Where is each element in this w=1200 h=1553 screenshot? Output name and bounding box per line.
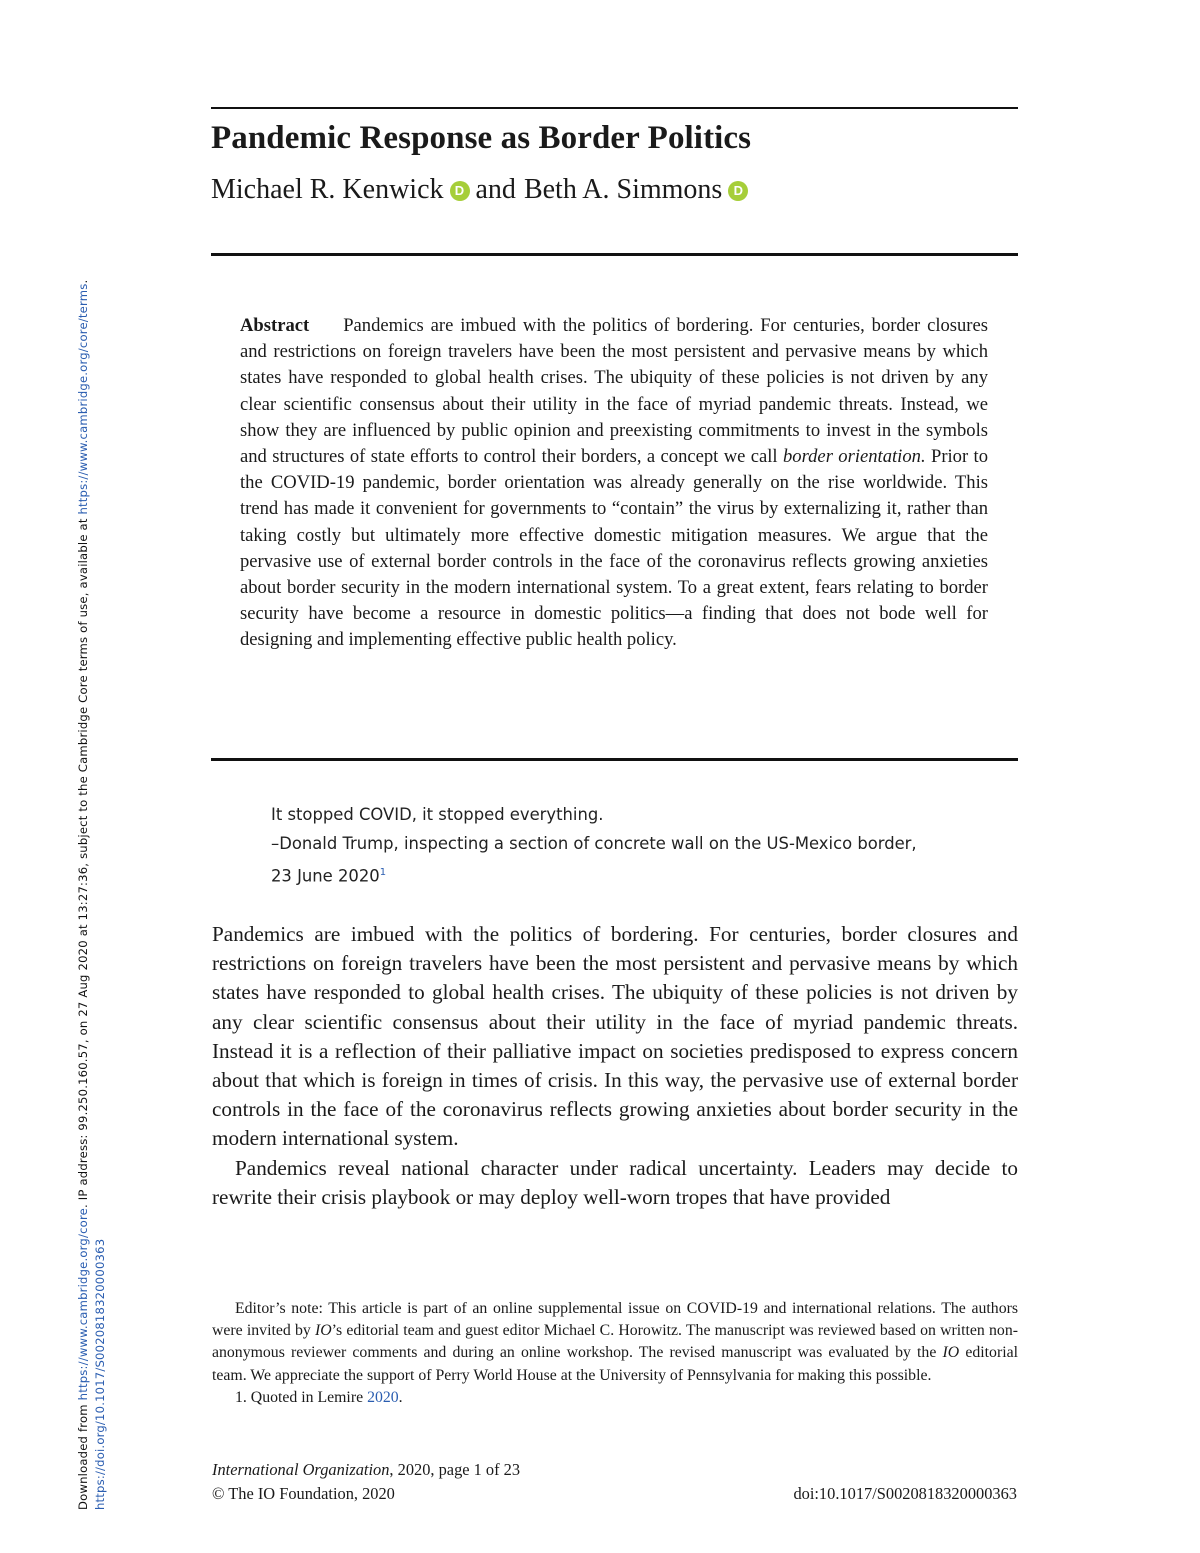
sidebar-line-2 xyxy=(92,110,109,1510)
epigraph-date: 23 June 2020 xyxy=(271,866,380,886)
body-paragraph: Pandemics are imbued with the politics of bordering. For centuries, border closures and restrictions on foreign travelers have been the most persistent and pervasive means by which states have responded to global health crises. The ubiquity of these policies is not driven by any clear scientific consensus about their utility in the face of myriad pandemic threats. Instead it is a reflection of their palliative impact on societies predisposed to express concern about that which is foreign in times of crisis. In this way, the pervasive use of external border controls in the face of the coronavirus reflects growing anxieties about border security in the modern international system. xyxy=(212,922,1018,1151)
citation-link[interactable]: 2020 xyxy=(367,1388,399,1406)
epigraph-attribution: –Donald Trump, inspecting a section of concrete wall on the US-Mexico border, xyxy=(271,834,917,853)
copyright: © The IO Foundation, 2020 xyxy=(212,1484,395,1503)
sidebar-line-1 xyxy=(75,110,92,1510)
journal-issue: , 2020, page 1 of 23 xyxy=(389,1460,521,1479)
orcid-icon[interactable]: D xyxy=(728,181,748,201)
footnote-1-end: . xyxy=(398,1388,403,1406)
doi-link[interactable]: https://doi.org/10.1017/S0020818320000363 xyxy=(93,1238,107,1510)
editor-note-io: IO xyxy=(942,1344,960,1362)
cambridge-core-link[interactable]: https://www.cambridge.org/core xyxy=(76,1207,90,1401)
epigraph-quote: It stopped COVID, it stopped everything. xyxy=(271,805,604,824)
abstract-emphasis: border orientation. xyxy=(783,446,926,468)
author-join: and xyxy=(475,174,516,205)
editor-note-text: editorial team. We appreciate the support of Perry World House at the University of Pennsylvania for making this possible. xyxy=(212,1344,1018,1384)
footnote-ref-link[interactable]: 1 xyxy=(379,867,387,878)
editor-note-text: ’s editorial team and guest editor Michael C. Horowitz. The manuscript was reviewed based on written non-anonymous reviewer comments and during an online workshop. The revised manuscript was evaluated by the xyxy=(212,1322,1018,1362)
abstract-text: Pandemics are imbued with the politics of bordering. For centuries, border closures and restrictions on foreign travelers have been the most persistent and pervasive means by which states have responded to global health crises. The ubiquity of these policies is not driven by any clear scientific consensus about their utility in the face of myriad pandemic threats. Instead, we show they are influenced by public opinion and preexisting commitments to invest in the symbols and structures of state efforts to control their borders, a concept we call xyxy=(240,315,988,468)
journal-name: International Organization xyxy=(212,1460,390,1479)
author-kenwick[interactable]: Michael R. Kenwick xyxy=(211,174,444,205)
abstract-text-continued: Prior to the COVID-19 pandemic, border orientation was already generally on the rise worldwide. This trend has made it convenient for governments to “contain” the virus by externalizing it, rather than taking costly but ultimately more effective domestic mitigation measures. We argue that the pervasive use of external border controls in the face of the coronavirus reflects growing anxieties about border security in the modern international system. To a great extent, fears relating to border security have become a resource in domestic politics—a finding that does not bode well for designing and implementing effective public health policy. xyxy=(240,446,989,651)
abstract xyxy=(240,313,988,654)
sidebar-text: . IP address: 99.250.160.57, on 27 Aug 2020 at 13:27:36, subject to the Cambridge Core terms of use, available at xyxy=(76,518,90,1208)
body-paragraph: Pandemics reveal national character under radical uncertainty. Leaders may decide to rewrite their crisis playbook or may deploy well-worn tropes that have provided xyxy=(212,1155,1018,1209)
editor-note-text: Editor’s note: This article is part of an online supplemental issue on COVID-19 and international relations. The authors were invited by xyxy=(212,1300,1018,1340)
terms-link[interactable]: https://www.cambridge.org/core/terms xyxy=(76,283,90,515)
editor-note xyxy=(212,1298,1018,1387)
abstract-rule xyxy=(211,758,1018,761)
footnote-1-text: 1. Quoted in Lemire xyxy=(235,1388,364,1406)
sidebar-text: Downloaded from xyxy=(76,1404,90,1510)
abstract-label: Abstract xyxy=(240,315,310,336)
orcid-icon[interactable]: D xyxy=(450,181,470,201)
author-simmons[interactable]: Beth A. Simmons xyxy=(523,174,723,205)
sidebar-text: . xyxy=(76,279,90,284)
epigraph-date-line xyxy=(271,858,1011,890)
epigraph xyxy=(271,800,1011,890)
journal-line xyxy=(212,1458,520,1482)
doi: doi:10.1017/S0020818320000363 xyxy=(793,1484,1017,1503)
article-title: Pandemic Response as Border Politics xyxy=(211,120,752,156)
body-text xyxy=(212,920,1018,1212)
download-sidebar xyxy=(75,110,115,1510)
author-line xyxy=(211,174,754,206)
footnote-1 xyxy=(212,1387,1018,1409)
footnotes xyxy=(212,1298,1018,1409)
title-rule xyxy=(211,253,1018,256)
editor-note-io: IO xyxy=(314,1322,332,1340)
top-rule xyxy=(211,107,1018,109)
